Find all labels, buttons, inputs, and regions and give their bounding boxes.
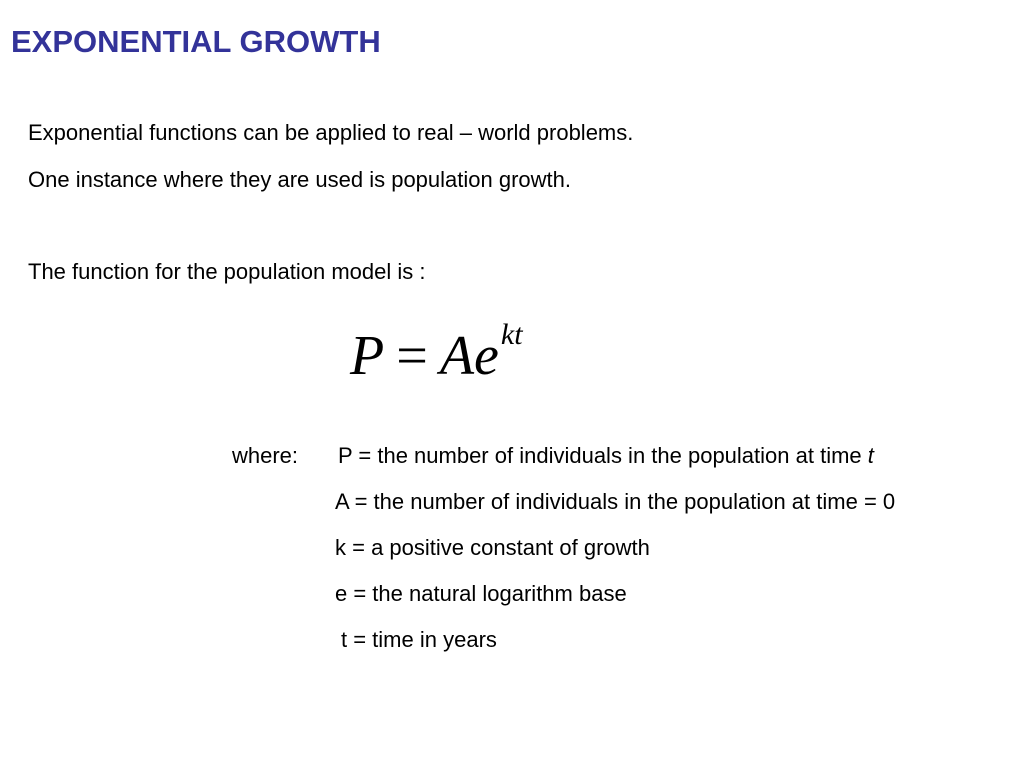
definition-k: k = a positive constant of growth (335, 535, 650, 560)
formula-equals: = (396, 325, 428, 387)
intro-line-2: One instance where they are used is population growth. (28, 167, 571, 192)
definition-p-text: P = the number of individuals in the population at time (338, 443, 862, 468)
intro-line-3: The function for the population model is : (28, 259, 426, 284)
definition-p (338, 443, 874, 469)
population-formula (350, 318, 523, 387)
slide-title: EXPONENTIAL GROWTH (11, 24, 381, 59)
formula-coefficient: A (439, 325, 475, 387)
definition-p-variable: t (867, 443, 874, 468)
formula-base: e (474, 325, 499, 387)
formula-lhs: P (350, 325, 385, 387)
where-label: where: (232, 443, 299, 468)
intro-line-1: Exponential functions can be applied to real – world problems. (28, 120, 634, 145)
definition-a: A = the number of individuals in the population at time = 0 (335, 489, 896, 514)
definition-t: t = time in years (341, 627, 497, 652)
definition-e: e = the natural logarithm base (335, 581, 627, 606)
formula-exponent: kt (500, 318, 523, 351)
